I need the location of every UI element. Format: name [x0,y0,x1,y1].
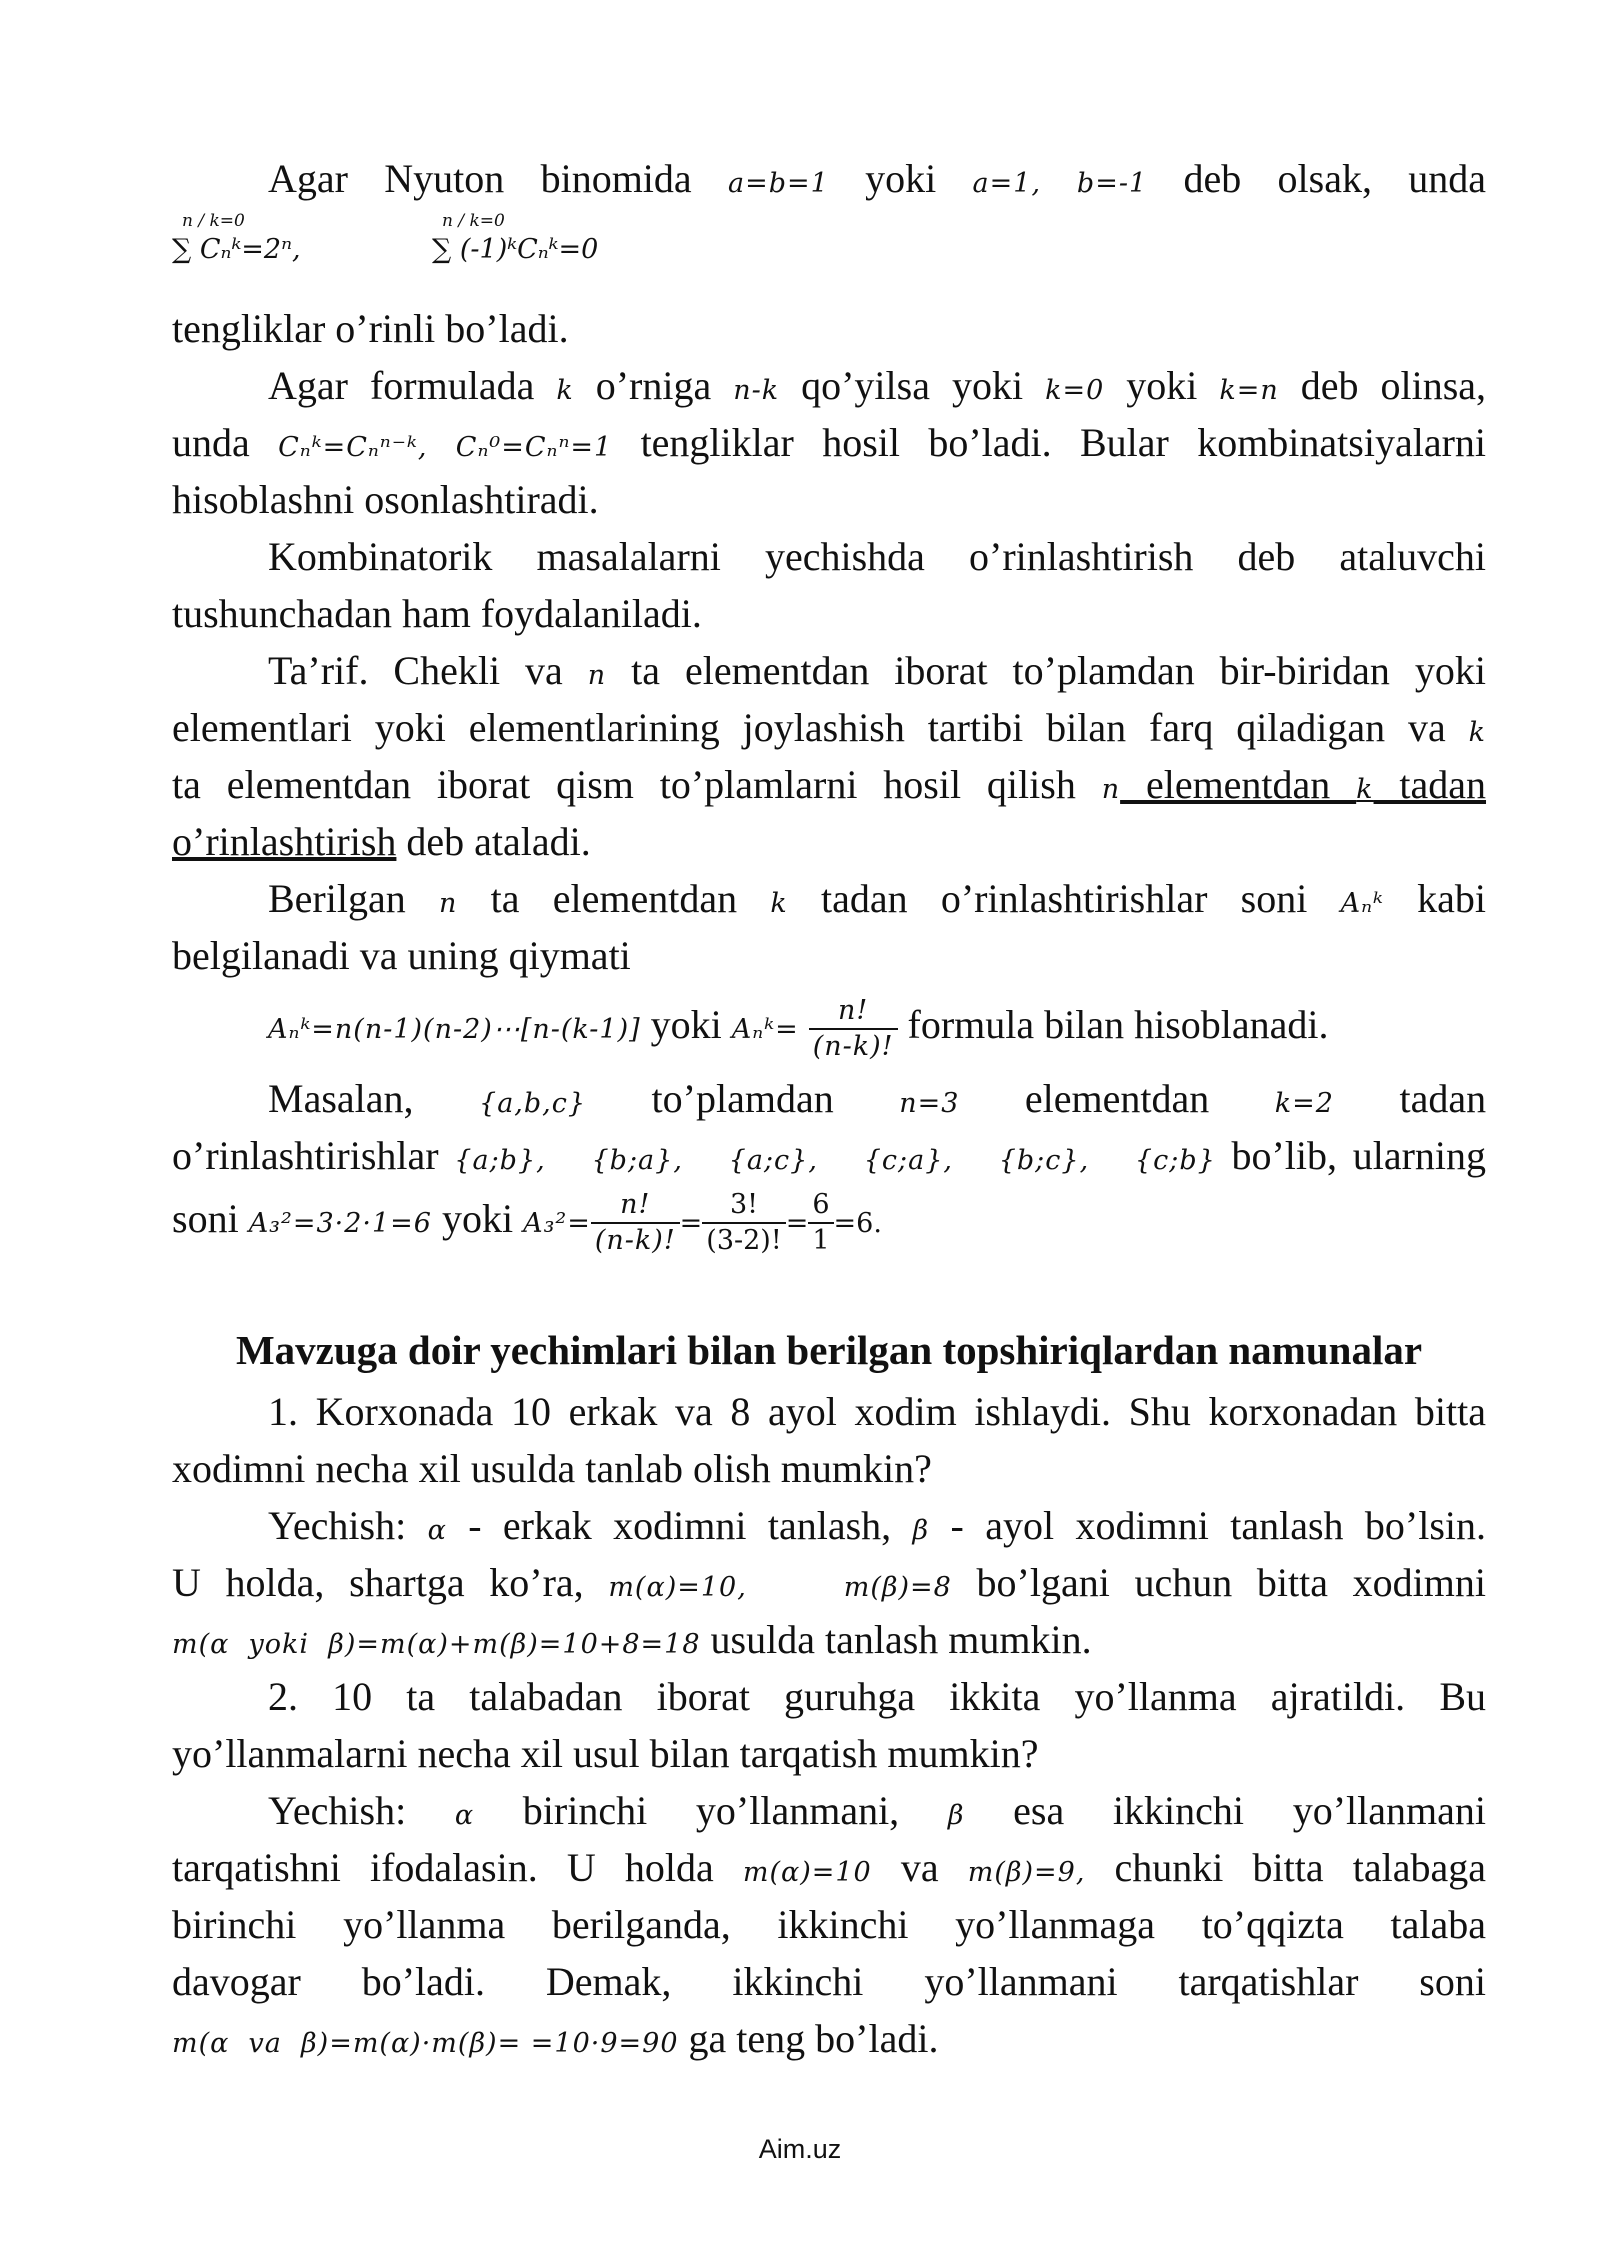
text-line: Berilgan n ta elementdan k tadan o’rinlashtirishlar soni Aₙᵏ kabi [268,876,1487,921]
text-line: m(α yoki β)=m(α)+m(β)=10+8=18 usulda tanlash mumkin. [172,1617,1092,1662]
text-line: Aₙᵏ=n(n-1)(n-2)⋯[n-(k-1)] yoki Aₙᵏ= $\frac{n!}{(n-k)!}$ formula bilan hisoblanadi. [268,994,1329,1062]
defined-term: n elementdan k tadan [1101,762,1487,807]
paragraph-binomial-end [172,300,1486,357]
text-line: belgilanadi va uning qiymati [172,933,631,978]
text-line: Kombinatorik masalalarni yechishda o’rinlashtirish deb ataluvchi [268,534,1486,579]
math-expression: ∑ (-1)ᵏCₙᵏ=0 [432,234,599,265]
task-question: yo’llanmalarni necha xil usul bilan tarqatish mumkin? [172,1731,1039,1776]
text-line: tarqatishni ifodalasin. U holda m(α)=10 va m(β)=9, chunki bitta talabaga [172,1845,1486,1890]
text-line: davogar bo’ladi. Demak, ikkinchi yo’llanmani tarqatishlar soni [172,1959,1486,2004]
formula-line [172,990,1486,1060]
sum-limit: n / k=0 [442,211,505,231]
text-line: Yechish: α birinchi yo’llanmani, β esa ikkinchi yo’llanmani [268,1788,1486,1833]
text-line: hisoblashni osonlashtiradi. [172,477,599,522]
math-expression: ∑ Cₙᵏ=2ⁿ, [172,234,301,265]
section-heading: Mavzuga doir yechimlari bilan berilgan topshiriqlardan namunalar [235,1327,1423,1373]
task-question: 2. 10 ta talabadan iborat guruhga ikkita yo’llanma ajratildi. Bu [268,1674,1486,1719]
text-line: birinchi yo’llanma berilganda, ikkinchi yo’llanmaga to’qqizta talaba [172,1902,1486,1947]
text-line: Yechish: α - erkak xodimni tanlash, β - ayol xodimni tanlash bo’lsin. [268,1503,1487,1548]
text-line: tengliklar o’rinli bo’ladi. [172,306,569,351]
text-line: U holda, shartga ko’ra, m(α)=10, m(β)=8 bo’lgani uchun bitta xodimni [172,1560,1487,1605]
sum-identity-2 [432,212,598,270]
text-line: tushunchadan ham foydalaniladi. [172,591,702,636]
fraction: $\frac{n!}{(n-k)!}$ [809,994,898,1064]
text-line: soni A₃²=3·2·1=6 yoki A₃²= $\frac{n!}{(n-k)!}$ = $\frac{3!}{(3-2)!}$ = $\frac{6}{1}$ =6. [172,1188,882,1256]
fraction: $\frac{6}{1}$ [808,1188,833,1258]
sum-identity-1 [172,212,301,270]
text-line: o’rinlashtirish deb ataladi. [172,819,591,864]
math-expression: a=1, b=-1 [972,168,1148,199]
paragraph-binomial [172,150,1486,207]
text-line: elementlari yoki elementlarining joylashish tartibi bilan farq qiladigan va k [172,705,1486,750]
defined-term: o’rinlashtirish [172,819,397,864]
task-question: xodimni necha xil usulda tanlab olish mumkin? [172,1446,932,1491]
text-line: Agar formulada k o’rniga n-k qo’yilsa yoki k=0 yoki k=n deb olinsa, [268,363,1487,408]
task-question: 1. Korxonada 10 erkak va 8 ayol xodim ishlaydi. Shu korxonadan bitta [268,1389,1486,1434]
paragraph-definition [172,642,1486,870]
paragraph-intro-arrangement [172,528,1486,642]
math-expression: a=b=1 [727,168,829,199]
text-line: Agar Nyuton binomida a=b=1 yoki a=1, b=-1 deb olsak, unda [268,156,1487,201]
text-line: o’rinlashtirishlar {a;b}, {b;a}, {a;c}, {c;a}, {b;c}, {c;b} bo’lib, ularning [172,1133,1487,1178]
task-2 [172,1668,1486,2067]
text-line: ta elementdan iborat qism to’plamlarni hosil qilish n elementdan k tadan [172,762,1487,807]
task-1 [172,1383,1486,1668]
text-line: unda Cₙᵏ=Cₙⁿ⁻ᵏ, Cₙ⁰=Cₙⁿ=1 tengliklar hosil bo’ladi. Bular kombinatsiyalarni [172,420,1487,465]
paragraph-arrangement-count [172,870,1486,984]
page-footer: Aim.uz [758,2134,842,2164]
fraction: $\frac{3!}{(3-2)!}$ [702,1188,785,1258]
paragraph-substitution [172,357,1486,528]
sum-limit: n / k=0 [182,211,245,231]
fraction: $\frac{n!}{(n-k)!}$ [591,1188,680,1258]
example-result-line [172,1184,1486,1254]
math-expression: Aₙᵏ=n(n-1)(n-2)⋯[n-(k-1)] [268,1014,641,1045]
text-line: Masalan, {a,b,c} to’plamdan n=3 elementdan k=2 tadan [268,1076,1487,1121]
paragraph-example [172,1070,1486,1184]
text-line: m(α va β)=m(α)·m(β)= =10·9=90 ga teng bo’ladi. [172,2016,939,2061]
text-line: Ta’rif. Chekli va n ta elementdan iborat to’plamdan bir-biridan yoki [268,648,1487,693]
